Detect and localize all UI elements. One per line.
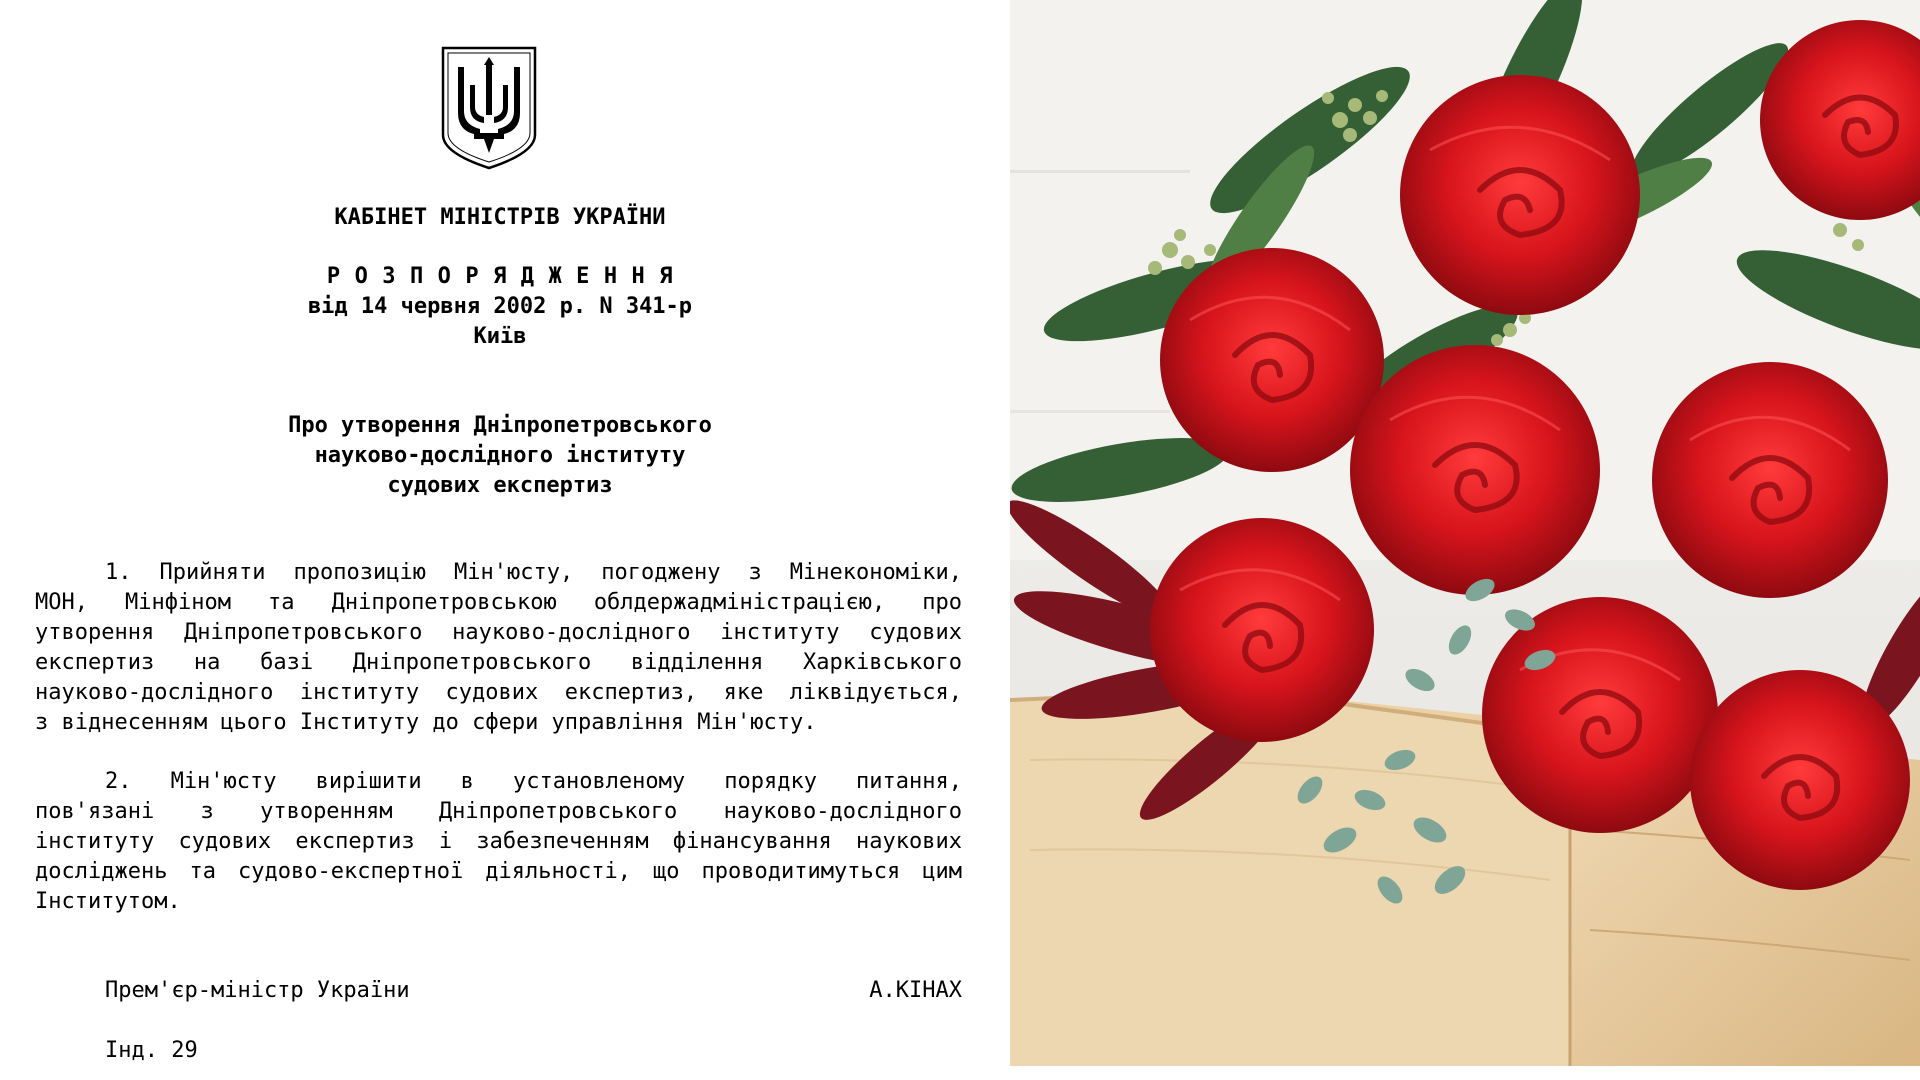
red-roses-bouquet-image — [1010, 0, 1920, 1080]
paragraph-1-line: експертиз на базі Дніпропетровського відділення Харківського — [35, 650, 962, 675]
document-title-line: науково-дослідного інституту — [314, 443, 686, 468]
city: Київ — [473, 324, 527, 349]
signature-name: А.КІНАХ — [869, 978, 962, 1003]
issuer-heading: КАБІНЕТ МІНІСТРІВ УКРАЇНИ — [334, 205, 666, 230]
signature-position: Прем'єр-міністр України — [105, 978, 410, 1003]
date-and-number: від 14 червня 2002 р. N 341-р — [307, 294, 693, 319]
paragraph-1-line: науково-дослідного інституту судових експертиз, яке ліквідується, — [35, 680, 962, 705]
trident-coat-of-arms-icon — [440, 45, 538, 171]
paragraph-2-line: інституту судових експертиз і забезпеченням фінансування наукових — [35, 829, 962, 854]
roses-illustration — [1010, 0, 1920, 1080]
paragraph-1-line: з віднесенням цього Інституту до сфери управління Мін'юсту. — [35, 710, 817, 735]
paragraph-2-line: Інститутом. — [35, 889, 181, 914]
paragraph-1-line: утворення Дніпропетровського науково-дослідного інституту судових — [35, 620, 962, 645]
paragraph-2-line: досліджень та судово-експертної діяльності, що проводитимуться цим — [35, 859, 962, 884]
document-index: Інд. 29 — [105, 1038, 198, 1063]
document-title-line: Про утворення Дніпропетровського — [288, 413, 712, 438]
document-title-line: судових експертиз — [387, 473, 613, 498]
paragraph-2-line: 2. Мін'юсту вирішити в установленому порядку питання, — [105, 769, 962, 794]
paragraph-1-line: МОН, Мінфіном та Дніпропетровською облдержадміністрацією, про — [35, 590, 962, 615]
paragraph-1-line: 1. Прийняти пропозицію Мін'юсту, погоджену з Мінекономіки, — [105, 560, 962, 585]
paragraph-2-line: пов'язані з утворенням Дніпропетровського науково-дослідного — [35, 799, 962, 824]
document-type: Р О З П О Р Я Д Ж Е Н Н Я — [326, 264, 674, 289]
